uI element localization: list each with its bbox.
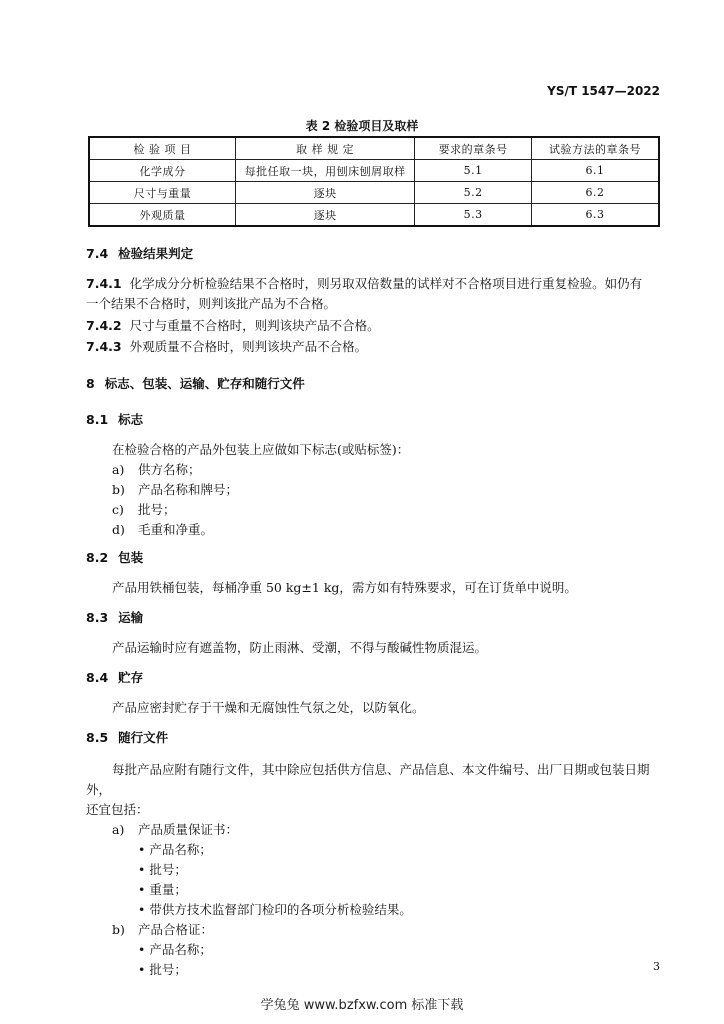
bullet-item: • 重量； <box>138 882 187 897</box>
section-8-heading <box>86 374 660 394</box>
section-title: 包装 <box>118 550 144 565</box>
bullet-item: • 产品名称； <box>138 842 212 857</box>
standard-number: YS/T 1547—2022 <box>547 84 660 98</box>
section-8-4-body <box>86 698 660 718</box>
section-8-5-body <box>86 760 660 980</box>
section-8-1-heading <box>86 410 660 430</box>
list-text: 供方名称； <box>138 462 201 477</box>
table-cell: 尺寸与重量 <box>89 182 235 204</box>
table-title: 表 2 检验项目及取样 <box>305 119 419 133</box>
section-number: 8.2 <box>86 550 109 565</box>
paragraph: 在检验合格的产品外包装上应做如下标志(或贴标签)： <box>112 442 410 457</box>
table-cell: 5.1 <box>415 160 532 182</box>
section-title: 随行文件 <box>118 730 169 745</box>
list-text: 产品质量保证书： <box>138 822 239 837</box>
section-8-2-body <box>86 578 660 598</box>
section-8-3-body <box>86 638 660 658</box>
paragraph: 产品用铁桶包装，每桶净重 50 kg±1 kg，需方如有特殊要求，可在订货单中说明。 <box>112 580 577 595</box>
footer-watermark-text: 学兔兔 www.bzfxw.com 标准下载 <box>260 998 464 1013</box>
bullet-item: • 批号； <box>138 862 187 877</box>
table-cell: 6.1 <box>531 160 659 182</box>
section-number: 8.5 <box>86 730 109 745</box>
section-8-4-heading <box>86 668 660 688</box>
clause-text-continued: 一个结果不合格时，则判该批产品为不合格。 <box>86 296 337 311</box>
list-marker: a) <box>112 822 125 837</box>
clause-text: 外观质量不合格时，则判该块产品不合格。 <box>129 339 368 354</box>
paragraph: 每批产品应附有随行文件，其中除应包括供方信息、产品信息、本文件编号、出厂日期或包装日期外， <box>86 762 650 797</box>
table-cell: 化学成分 <box>89 160 235 182</box>
section-number: 8.3 <box>86 610 109 625</box>
table-cell: 6.3 <box>531 204 659 227</box>
list-text: 产品名称和牌号； <box>138 482 239 497</box>
clause-text: 化学成分分析检验结果不合格时，则另取双倍数量的试样对不合格项目进行重复检验。如仍有 <box>129 276 643 291</box>
list-marker: b) <box>112 922 125 937</box>
bullet-item: • 带供方技术监督部门检印的各项分析检验结果。 <box>138 902 412 917</box>
list-item <box>86 460 660 480</box>
list-marker: b) <box>112 482 125 497</box>
clause-number: 7.4.1 <box>86 276 122 291</box>
bullet-item: • 产品名称； <box>138 942 212 957</box>
table-header-cell: 取 样 规 定 <box>235 137 414 160</box>
inspection-table <box>88 136 660 227</box>
section-title: 运输 <box>118 610 144 625</box>
page-number: 3 <box>653 960 660 973</box>
section-number: 8.1 <box>86 412 109 427</box>
section-number: 8.4 <box>86 670 109 685</box>
table-cell: 5.2 <box>415 182 532 204</box>
table-header-row <box>89 137 659 160</box>
clause-text: 尺寸与重量不合格时，则判该块产品不合格。 <box>129 318 380 333</box>
table-cell: 逐块 <box>235 204 414 227</box>
table-cell: 逐块 <box>235 182 414 204</box>
section-8-1-body <box>86 440 660 540</box>
clause-7-4-1 <box>86 274 660 314</box>
clause-7-4-3 <box>86 337 660 357</box>
section-number: 8 <box>86 376 95 391</box>
list-text: 产品合格证： <box>138 922 214 937</box>
clause-number: 7.4.2 <box>86 318 122 333</box>
section-title: 检验结果判定 <box>118 246 194 261</box>
table-row <box>89 182 659 204</box>
list-text: 批号； <box>138 502 176 517</box>
list-marker: c) <box>112 502 124 517</box>
section-8-5-heading <box>86 728 660 748</box>
table-cell: 每批任取一块，用刨床刨屑取样 <box>235 160 414 182</box>
list-item <box>86 520 660 540</box>
table-cell: 5.3 <box>415 204 532 227</box>
list-marker: d) <box>112 522 125 537</box>
section-number: 7.4 <box>86 246 109 261</box>
list-marker: a) <box>112 462 125 477</box>
section-8-2-heading <box>86 548 660 568</box>
section-title: 标志 <box>118 412 144 427</box>
table-cell: 6.2 <box>531 182 659 204</box>
section-title: 标志、包装、运输、贮存和随行文件 <box>104 376 305 391</box>
list-item <box>86 480 660 500</box>
table-row <box>89 204 659 227</box>
clause-number: 7.4.3 <box>86 339 122 354</box>
table-row <box>89 160 659 182</box>
section-title: 贮存 <box>118 670 144 685</box>
table-header-cell: 试验方法的章条号 <box>531 137 659 160</box>
list-item <box>86 820 660 840</box>
section-7-4-heading <box>86 244 660 264</box>
table-header-cell: 要求的章条号 <box>415 137 532 160</box>
bullet-item: • 批号； <box>138 962 187 977</box>
list-item <box>86 500 660 520</box>
paragraph: 产品运输时应有遮盖物，防止雨淋、受潮，不得与酸碱性物质混运。 <box>112 640 488 655</box>
clause-7-4-2 <box>86 316 660 336</box>
list-item <box>86 920 660 940</box>
section-8-3-heading <box>86 608 660 628</box>
table-header-cell: 检 验 项 目 <box>89 137 235 160</box>
list-text: 毛重和净重。 <box>138 522 214 537</box>
paragraph: 产品应密封贮存于干燥和无腐蚀性气氛之处，以防氧化。 <box>112 700 425 715</box>
table-cell: 外观质量 <box>89 204 235 227</box>
paragraph-continued: 还宜包括： <box>86 802 149 817</box>
